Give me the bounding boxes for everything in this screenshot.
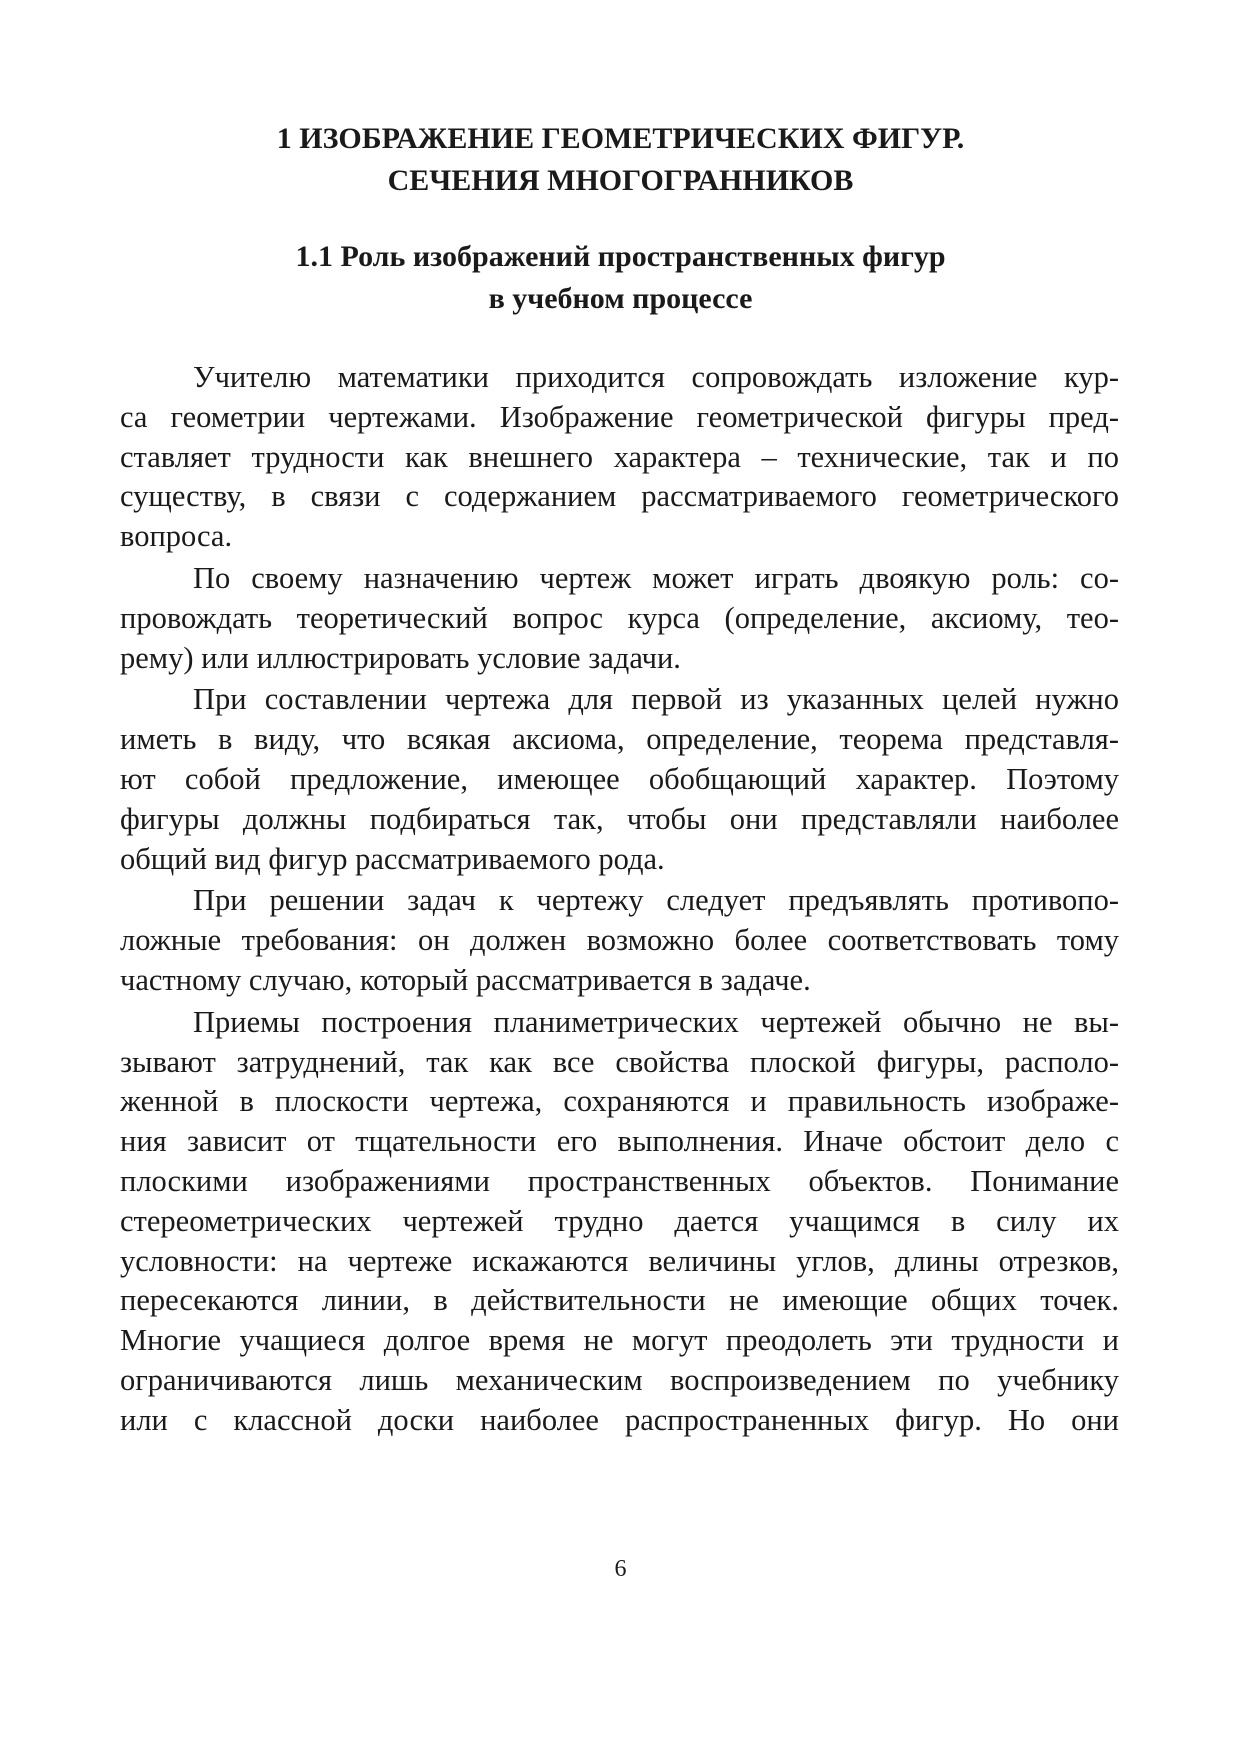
- paragraph-line: ограничиваются лишь механическим воспроизведением по учебнику: [120, 1362, 1119, 1397]
- paragraph-line: плоскими изображениями пространственных объектов. Понимание: [120, 1163, 1119, 1198]
- paragraph-line: По своему назначению чертеж может играть двоякую роль: со-: [193, 560, 1119, 595]
- paragraph-line: ставляет трудности как внешнего характера – технические, так и по: [120, 439, 1119, 474]
- paragraph-line: Приемы построения планиметрических чертежей обычно не вы-: [193, 1004, 1119, 1039]
- paragraph-line: фигуры должны подбираться так, чтобы они представляли наиболее: [120, 801, 1119, 836]
- paragraph-line: или с классной доски наиболее распространенных фигур. Но они: [120, 1402, 1119, 1437]
- page-number: 6: [614, 1556, 627, 1582]
- paragraph-line: женной в плоскости чертежа, сохраняются и правильность изображе-: [120, 1084, 1119, 1119]
- paragraph-line: провождать теоретический вопрос курса (определение, аксиому, тео-: [120, 600, 1119, 635]
- paragraph: [120, 1003, 1119, 1441]
- paragraph-line: са геометрии чертежами. Изображение геометрической фигуры пред-: [120, 399, 1119, 434]
- paragraph-line: рему) или иллюстрировать условие задачи.: [120, 640, 681, 675]
- paragraph-line: общий вид фигур рассматриваемого рода.: [120, 841, 665, 876]
- chapter-title-line: СЕЧЕНИЯ МНОГОГРАННИКОВ: [387, 164, 854, 197]
- paragraph-line: существу, в связи с содержанием рассматриваемого геометрического: [120, 479, 1119, 514]
- paragraph-line: условности: на чертеже искажаются величины углов, длины отрезков,: [120, 1243, 1119, 1278]
- paragraph-line: ложные требования: он должен возможно более соответствовать тому: [120, 923, 1119, 958]
- paragraph-line: частному случаю, который рассматривается в задаче.: [120, 962, 811, 997]
- paragraph-line: Многие учащиеся долгое время не могут преодолеть эти трудности и: [120, 1323, 1119, 1358]
- paragraph: [120, 881, 1119, 1000]
- section-title: [130, 236, 1111, 320]
- paragraph: [120, 358, 1119, 557]
- paragraph: [120, 559, 1119, 678]
- paragraph-line: иметь в виду, что всякая аксиома, определение, теорема представля-: [120, 722, 1119, 757]
- body-text: [120, 358, 1119, 1443]
- paragraph-line: При решении задач к чертежу следует предъявлять противопо-: [193, 883, 1119, 918]
- chapter-title-line: 1 ИЗОБРАЖЕНИЕ ГЕОМЕТРИЧЕСКИХ ФИГУР.: [276, 122, 965, 155]
- section-title-line: 1.1 Роль изображений пространственных фигур: [295, 240, 946, 273]
- paragraph-line: ют собой предложение, имеющее обобщающий характер. Поэтому: [120, 761, 1119, 796]
- paragraph-line: вопроса.: [120, 519, 233, 554]
- paragraph-line: стереометрических чертежей трудно дается учащимся в силу их: [120, 1203, 1119, 1238]
- paragraph-line: пересекаются линии, в действительности не имеющие общих точек.: [120, 1283, 1119, 1318]
- section-title-line: в учебном процессе: [488, 282, 753, 315]
- paragraph: [120, 680, 1119, 879]
- paragraph-line: Учителю математики приходится сопровождать изложение кур-: [193, 360, 1119, 394]
- paragraph-line: зывают затруднений, так как все свойства плоской фигуры, располо-: [120, 1044, 1119, 1079]
- paragraph-line: При составлении чертежа для первой из указанных целей нужно: [193, 682, 1119, 717]
- chapter-title: [130, 118, 1111, 202]
- paragraph-line: ния зависит от тщательности его выполнения. Иначе обстоит дело с: [120, 1124, 1119, 1159]
